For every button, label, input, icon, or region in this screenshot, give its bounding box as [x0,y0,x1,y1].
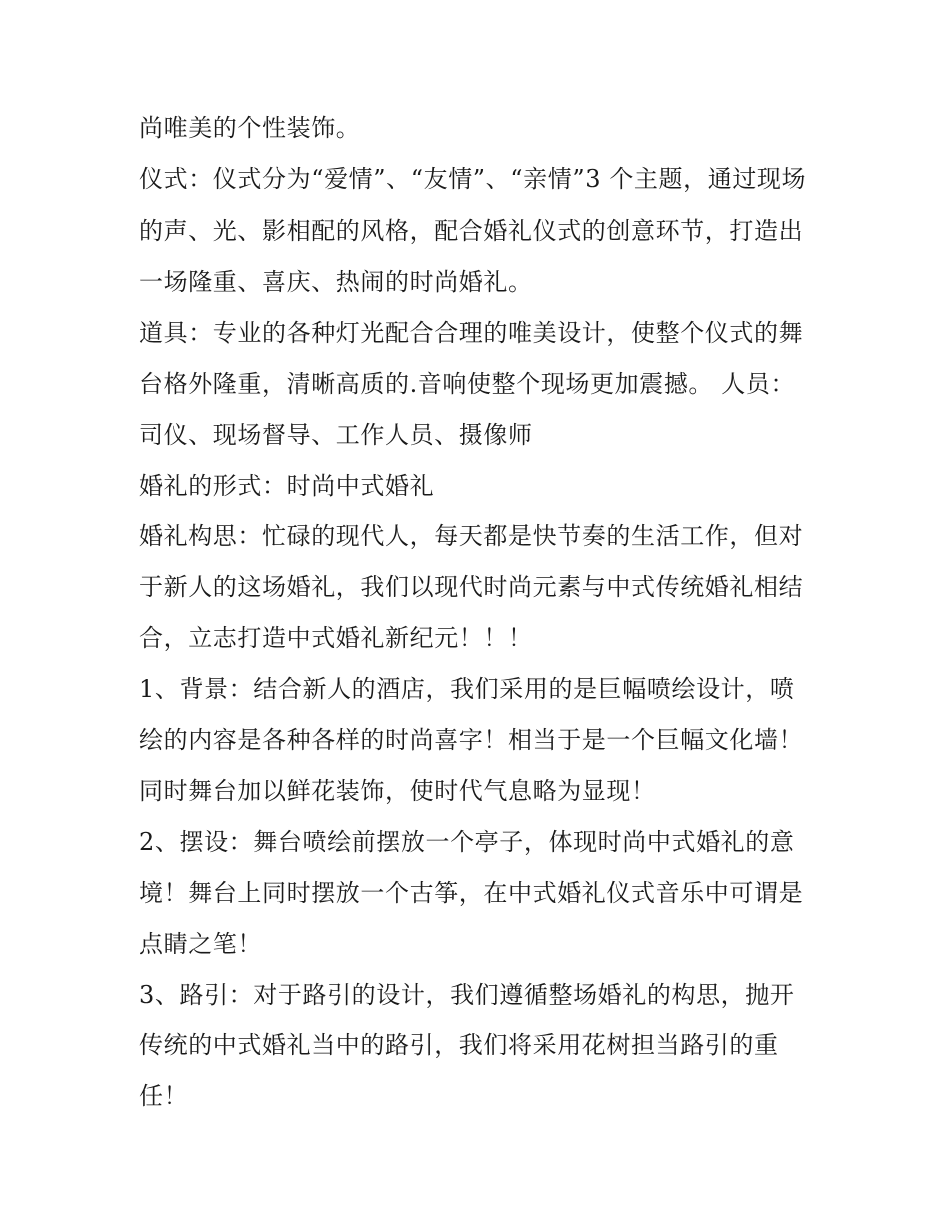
text-line: 同时舞台加以鲜花装饰，使时代气息略为显现！ [139,777,656,805]
text-line: 境！舞台上同时摆放一个古筝，在中式婚礼仪式音乐中可谓是 [139,879,804,907]
text-line: 一场隆重、喜庆、热闹的时尚婚礼。 [139,268,533,296]
text-line: 绘的内容是各种各样的时尚喜字！相当于是一个巨幅文化墙！ [139,726,804,754]
text-line: 司仪、现场督导、工作人员、摄像师 [139,421,533,449]
text-line: 的声、光、影相配的风格，配合婚礼仪式的创意环节，打造出 [139,217,804,245]
text-line: 点睛之笔！ [139,930,262,958]
text-line: 2、摆设：舞台喷绘前摆放一个亭子，体现时尚中式婚礼的意 [139,828,795,856]
text-line: 台格外隆重，清晰高质的.音响使整个现场更加震撼。 人员： [139,370,796,398]
text-line: 于新人的这场婚礼，我们以现代时尚元素与中式传统婚礼相结 [139,573,804,601]
text-line: 1、背景：结合新人的酒店，我们采用的是巨幅喷绘设计，喷 [139,675,795,703]
text-line: 尚唯美的个性装饰。 [139,114,361,142]
text-line: 道具：专业的各种灯光配合合理的唯美设计，使整个仪式的舞 [139,319,804,347]
text-line: 传统的中式婚礼当中的路引，我们将采用花树担当路引的重 [139,1031,779,1059]
text-line: 3、路引：对于路引的设计，我们遵循整场婚礼的构思，抛开 [139,981,795,1009]
text-line: 婚礼构思：忙碌的现代人，每天都是快节奏的生活工作，但对 [139,522,804,550]
text-line: 合，立志打造中式婚礼新纪元！！！ [139,624,533,652]
text-line: 任！ [139,1082,189,1110]
text-line: 婚礼的形式：时尚中式婚礼 [139,472,435,500]
text-line: 仪式：仪式分为“爱情”、“友情”、“亲情”3 个主题，通过现场 [139,165,807,193]
